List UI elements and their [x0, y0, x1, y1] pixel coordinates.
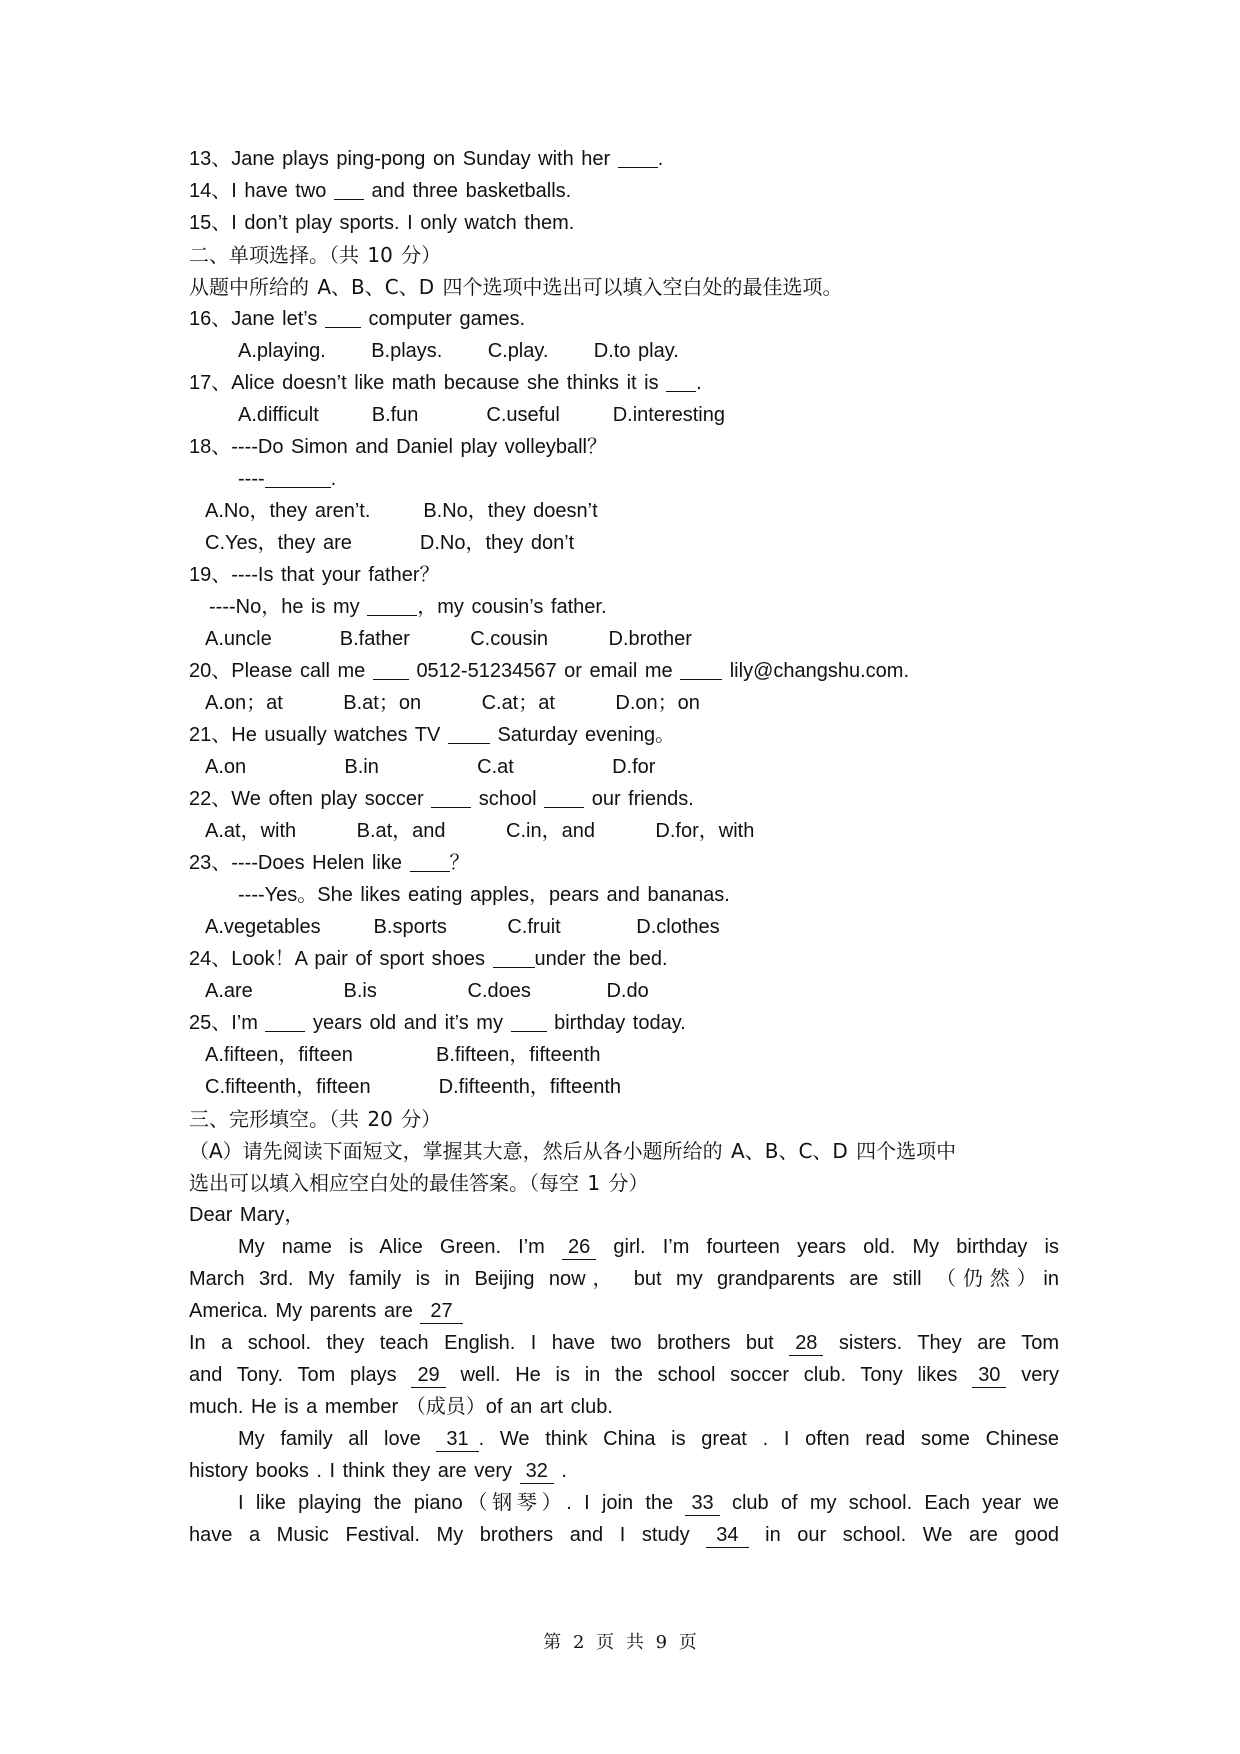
option: A.uncle	[205, 628, 272, 650]
question-19: 19、----Is that your father？	[189, 564, 440, 586]
option: A.vegetables	[205, 916, 321, 938]
option: A.on；at	[205, 692, 283, 714]
question-19-options	[205, 624, 1075, 654]
option: B.sports	[373, 916, 447, 938]
option: C.useful	[486, 404, 560, 426]
option: D.on；on	[615, 692, 700, 714]
cloze-blank: 28	[789, 1331, 823, 1356]
cloze-blank: 29	[411, 1363, 445, 1388]
section-3-instructions: （A）请先阅读下面短文，掌握其大意，然后从各小题所给的 A、B、C、D 四个选项中	[189, 1139, 957, 1163]
option: A.fifteen，fifteen	[205, 1044, 353, 1066]
option: B.at；on	[343, 692, 422, 714]
question-15: 15、I don’t play sports. I only watch them.	[189, 212, 575, 234]
section-2-title: 二、单项选择。（共 10 分）	[189, 243, 442, 267]
option: D.do	[606, 980, 649, 1002]
answer-blank	[325, 305, 361, 328]
option: B.fun	[371, 404, 419, 426]
question-16: 16、Jane let’s computer games.	[189, 304, 1059, 334]
question-25: 25、I’m years old and it’s my birthday today.	[189, 1008, 1059, 1038]
cloze-blank: 27	[420, 1299, 462, 1324]
option: B.is	[343, 980, 377, 1002]
cloze-blank: 32	[520, 1459, 554, 1484]
answer-blank	[448, 721, 490, 744]
question-24-options	[205, 976, 1075, 1006]
option: C.does	[467, 980, 531, 1002]
answer-blank	[680, 657, 722, 680]
passage-line: My family all love 31 . We think China is great . I often read some Chinese	[238, 1428, 1059, 1450]
option: D.for，with	[655, 820, 755, 842]
option: A.on	[205, 756, 247, 778]
question-20-options	[205, 688, 1075, 718]
question-20: 20、Please call me 0512-51234567 or email me lily@changshu.com.	[189, 656, 1059, 686]
question-17: 17、Alice doesn’t like math because she thinks it is .	[189, 368, 1059, 398]
cloze-blank: 26	[562, 1235, 596, 1260]
option: C.fifteenth，fifteen	[205, 1076, 371, 1098]
question-22: 22、We often play soccer school our friends.	[189, 784, 1059, 814]
passage-line: I like playing the piano（钢琴）. I join the 33 club of my school. Each year we	[238, 1492, 1060, 1514]
option: C.at	[477, 756, 514, 778]
option: C.Yes，they are	[205, 532, 352, 554]
question-14: 14、I have two and three basketballs.	[189, 176, 1059, 206]
question-23-answer: ----Yes。She likes eating apples，pears and bananas.	[238, 884, 730, 906]
passage-line: In a school. they teach English. I have two brothers but 28 sisters. They are Tom	[189, 1332, 1059, 1354]
cloze-blank: 34	[706, 1523, 748, 1548]
option: C.in，and	[506, 820, 595, 842]
option: D.interesting	[612, 404, 725, 426]
letter-greeting: Dear Mary，	[189, 1204, 305, 1226]
option: B.in	[344, 756, 379, 778]
question-21-options	[205, 752, 1075, 782]
question-25-options-2	[205, 1072, 1075, 1102]
option: B.at，and	[356, 820, 446, 842]
option: B.father	[339, 628, 410, 650]
answer-blank	[431, 785, 471, 808]
passage-line: much. He is a member （成员）of an art club.	[189, 1396, 613, 1418]
option: C.at；at	[481, 692, 555, 714]
answer-blank	[367, 593, 417, 616]
option: D.fifteenth，fifteenth	[438, 1076, 621, 1098]
question-16-options	[238, 336, 1108, 366]
answer-blank	[265, 465, 331, 488]
option: A.No，they aren’t.	[205, 500, 371, 522]
section-2-instructions: 从题中所给的 A、B、C、D 四个选项中选出可以填入空白处的最佳选项。	[189, 275, 843, 299]
question-17-options	[238, 400, 1108, 430]
question-24: 24、Look！A pair of sport shoes under the bed.	[189, 944, 1059, 974]
option: A.playing.	[238, 340, 326, 362]
passage-line: March 3rd. My family is in Beijing now， but my grandparents are still （仍然）in	[189, 1268, 1059, 1290]
answer-blank	[666, 369, 696, 392]
question-23-options	[205, 912, 1075, 942]
option: A.at，with	[205, 820, 297, 842]
cloze-blank: 33	[685, 1491, 719, 1516]
option: D.No，they don’t	[419, 532, 575, 554]
cloze-blank: 30	[972, 1363, 1006, 1388]
answer-blank	[493, 945, 535, 968]
question-18: 18、----Do Simon and Daniel play volleyball？	[189, 436, 607, 458]
answer-blank	[544, 785, 584, 808]
question-18-answer: ---- .	[238, 464, 1108, 494]
question-18-options-2	[205, 528, 1075, 558]
section-3-title: 三、完形填空。（共 20 分）	[189, 1107, 442, 1131]
answer-blank	[265, 1009, 305, 1032]
answer-blank	[410, 849, 450, 872]
option: C.fruit	[507, 916, 561, 938]
option: C.cousin	[470, 628, 549, 650]
passage-line: and Tony. Tom plays 29 well. He is in the school soccer club. Tony likes 30 very	[189, 1364, 1059, 1386]
question-19-answer: ----No，he is my ，my cousin’s father.	[209, 592, 1079, 622]
answer-blank	[334, 177, 364, 200]
option: D.brother	[608, 628, 692, 650]
option: A.are	[205, 980, 253, 1002]
option: B.No，they doesn’t	[423, 500, 598, 522]
option: B.plays.	[371, 340, 443, 362]
question-18-options-1	[205, 496, 1075, 526]
page-footer: 第 2 页 共 9 页	[543, 1632, 697, 1653]
answer-blank	[511, 1009, 547, 1032]
section-3-instructions-cont: 选出可以填入相应空白处的最佳答案。（每空 1 分）	[189, 1171, 649, 1195]
question-13: 13、Jane plays ping-pong on Sunday with her .	[189, 144, 1059, 174]
passage-line: history books . I think they are very 32 .	[189, 1460, 567, 1482]
option: B.fifteen，fifteenth	[436, 1044, 601, 1066]
question-23: 23、----Does Helen like ？	[189, 848, 1059, 878]
passage-line: My name is Alice Green. I’m 26 girl. I’m fourteen years old. My birthday is	[238, 1236, 1060, 1258]
question-25-options-1	[205, 1040, 1075, 1070]
cloze-blank: 31	[436, 1427, 478, 1452]
answer-blank	[618, 145, 658, 168]
option: C.play.	[487, 340, 549, 362]
option: D.for	[612, 756, 656, 778]
question-22-options	[205, 816, 1075, 846]
option: A.difficult	[238, 404, 319, 426]
passage-line: have a Music Festival. My brothers and I study 34 in our school. We are good	[189, 1524, 1059, 1546]
option: D.to play.	[593, 340, 679, 362]
option: D.clothes	[636, 916, 720, 938]
answer-blank	[373, 657, 409, 680]
passage-line: America. My parents are 27	[189, 1296, 1059, 1326]
question-21: 21、He usually watches TV Saturday evening。	[189, 720, 1059, 750]
